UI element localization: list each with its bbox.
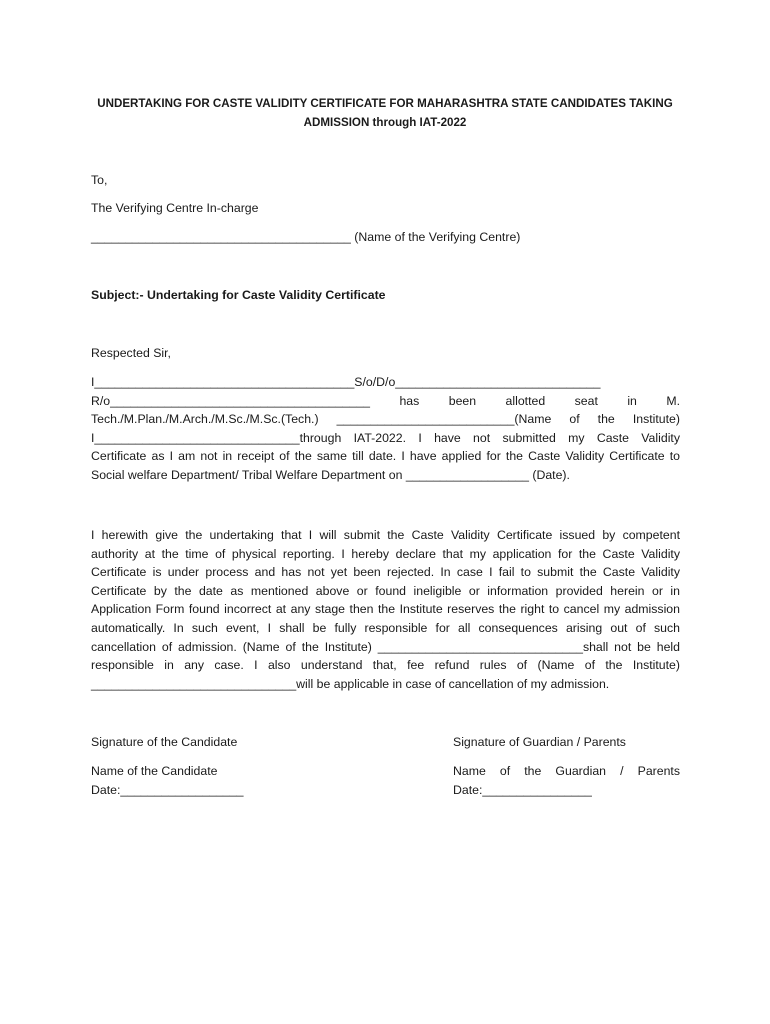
- paragraph-line: I______________________________________S/o/D/o______________________________: [91, 375, 601, 389]
- paragraph-line: I herewith give the undertaking that I will submit the Caste Validity Certificate issued by competent: [91, 528, 680, 542]
- document-title: [90, 94, 680, 132]
- candidate-signature-label: Signature of the Candidate: [91, 735, 238, 749]
- paragraph-line: Tech./M.Plan./M.Arch./M.Sc./M.Sc.(Tech.) __________________________(Name of the Institute): [91, 412, 680, 427]
- paragraph-line: Certificate is under process and has not yet been rejected. In case I fail to submit the Caste Validity: [91, 565, 680, 580]
- paragraph-line: Certificate by the date as mentioned above or found ineligible or information provided herein or in: [91, 583, 680, 598]
- verifying-centre-line: ______________________________________ (Name of the Verifying Centre): [91, 230, 521, 244]
- title-line-2: ADMISSION through IAT-2022: [303, 116, 467, 129]
- guardian-date-field: Date:________________: [453, 783, 592, 797]
- paragraph-line: R/o______________________________________ has been allotted seat in M.: [91, 393, 680, 408]
- candidate-name-label: Name of the Candidate: [91, 764, 218, 778]
- paragraph-line: cancellation of admission. (Name of the Institute) ______________________________shall not be held: [91, 639, 680, 654]
- paragraph-line: Application Form found incorrect at any stage then the Institute reserves the right to cancel my admission: [91, 602, 680, 617]
- subject-line: Subject:- Undertaking for Caste Validity Certificate: [91, 288, 386, 302]
- declaration-paragraph-1: [91, 373, 680, 485]
- address-recipient: The Verifying Centre In-charge: [91, 201, 259, 215]
- undertaking-paragraph-2: [91, 526, 680, 693]
- guardian-name-block: [453, 762, 680, 781]
- paragraph-line: responsible in any case. I also understand that, fee refund rules of (Name of the Institute): [91, 658, 680, 673]
- guardian-signature-label: Signature of Guardian / Parents: [453, 735, 626, 749]
- guardian-name-label: Name of the Guardian / Parents: [453, 764, 680, 778]
- paragraph-line: ______________________________will be applicable in case of cancellation of my admission.: [91, 676, 610, 691]
- paragraph-line: I______________________________through IAT-2022. I have not submitted my Caste Validity: [91, 430, 680, 445]
- candidate-date-field: Date:__________________: [91, 783, 244, 797]
- paragraph-line: Social welfare Department/ Tribal Welfare Department on __________________ (Date).: [91, 467, 570, 482]
- paragraph-line: Certificate as I am not in receipt of the same till date. I have applied for the Caste Validity Certificate to: [91, 449, 680, 464]
- paragraph-line: automatically. In such event, I shall be fully responsible for all consequences arising out of such: [91, 620, 680, 635]
- paragraph-line: authority at the time of physical reporting. I hereby declare that my application for the Caste Validity: [91, 546, 680, 561]
- salutation: Respected Sir,: [91, 346, 171, 360]
- address-to: To,: [91, 173, 108, 187]
- title-line-1: UNDERTAKING FOR CASTE VALIDITY CERTIFICATE FOR MAHARASHTRA STATE CANDIDATES TAKING: [97, 97, 673, 110]
